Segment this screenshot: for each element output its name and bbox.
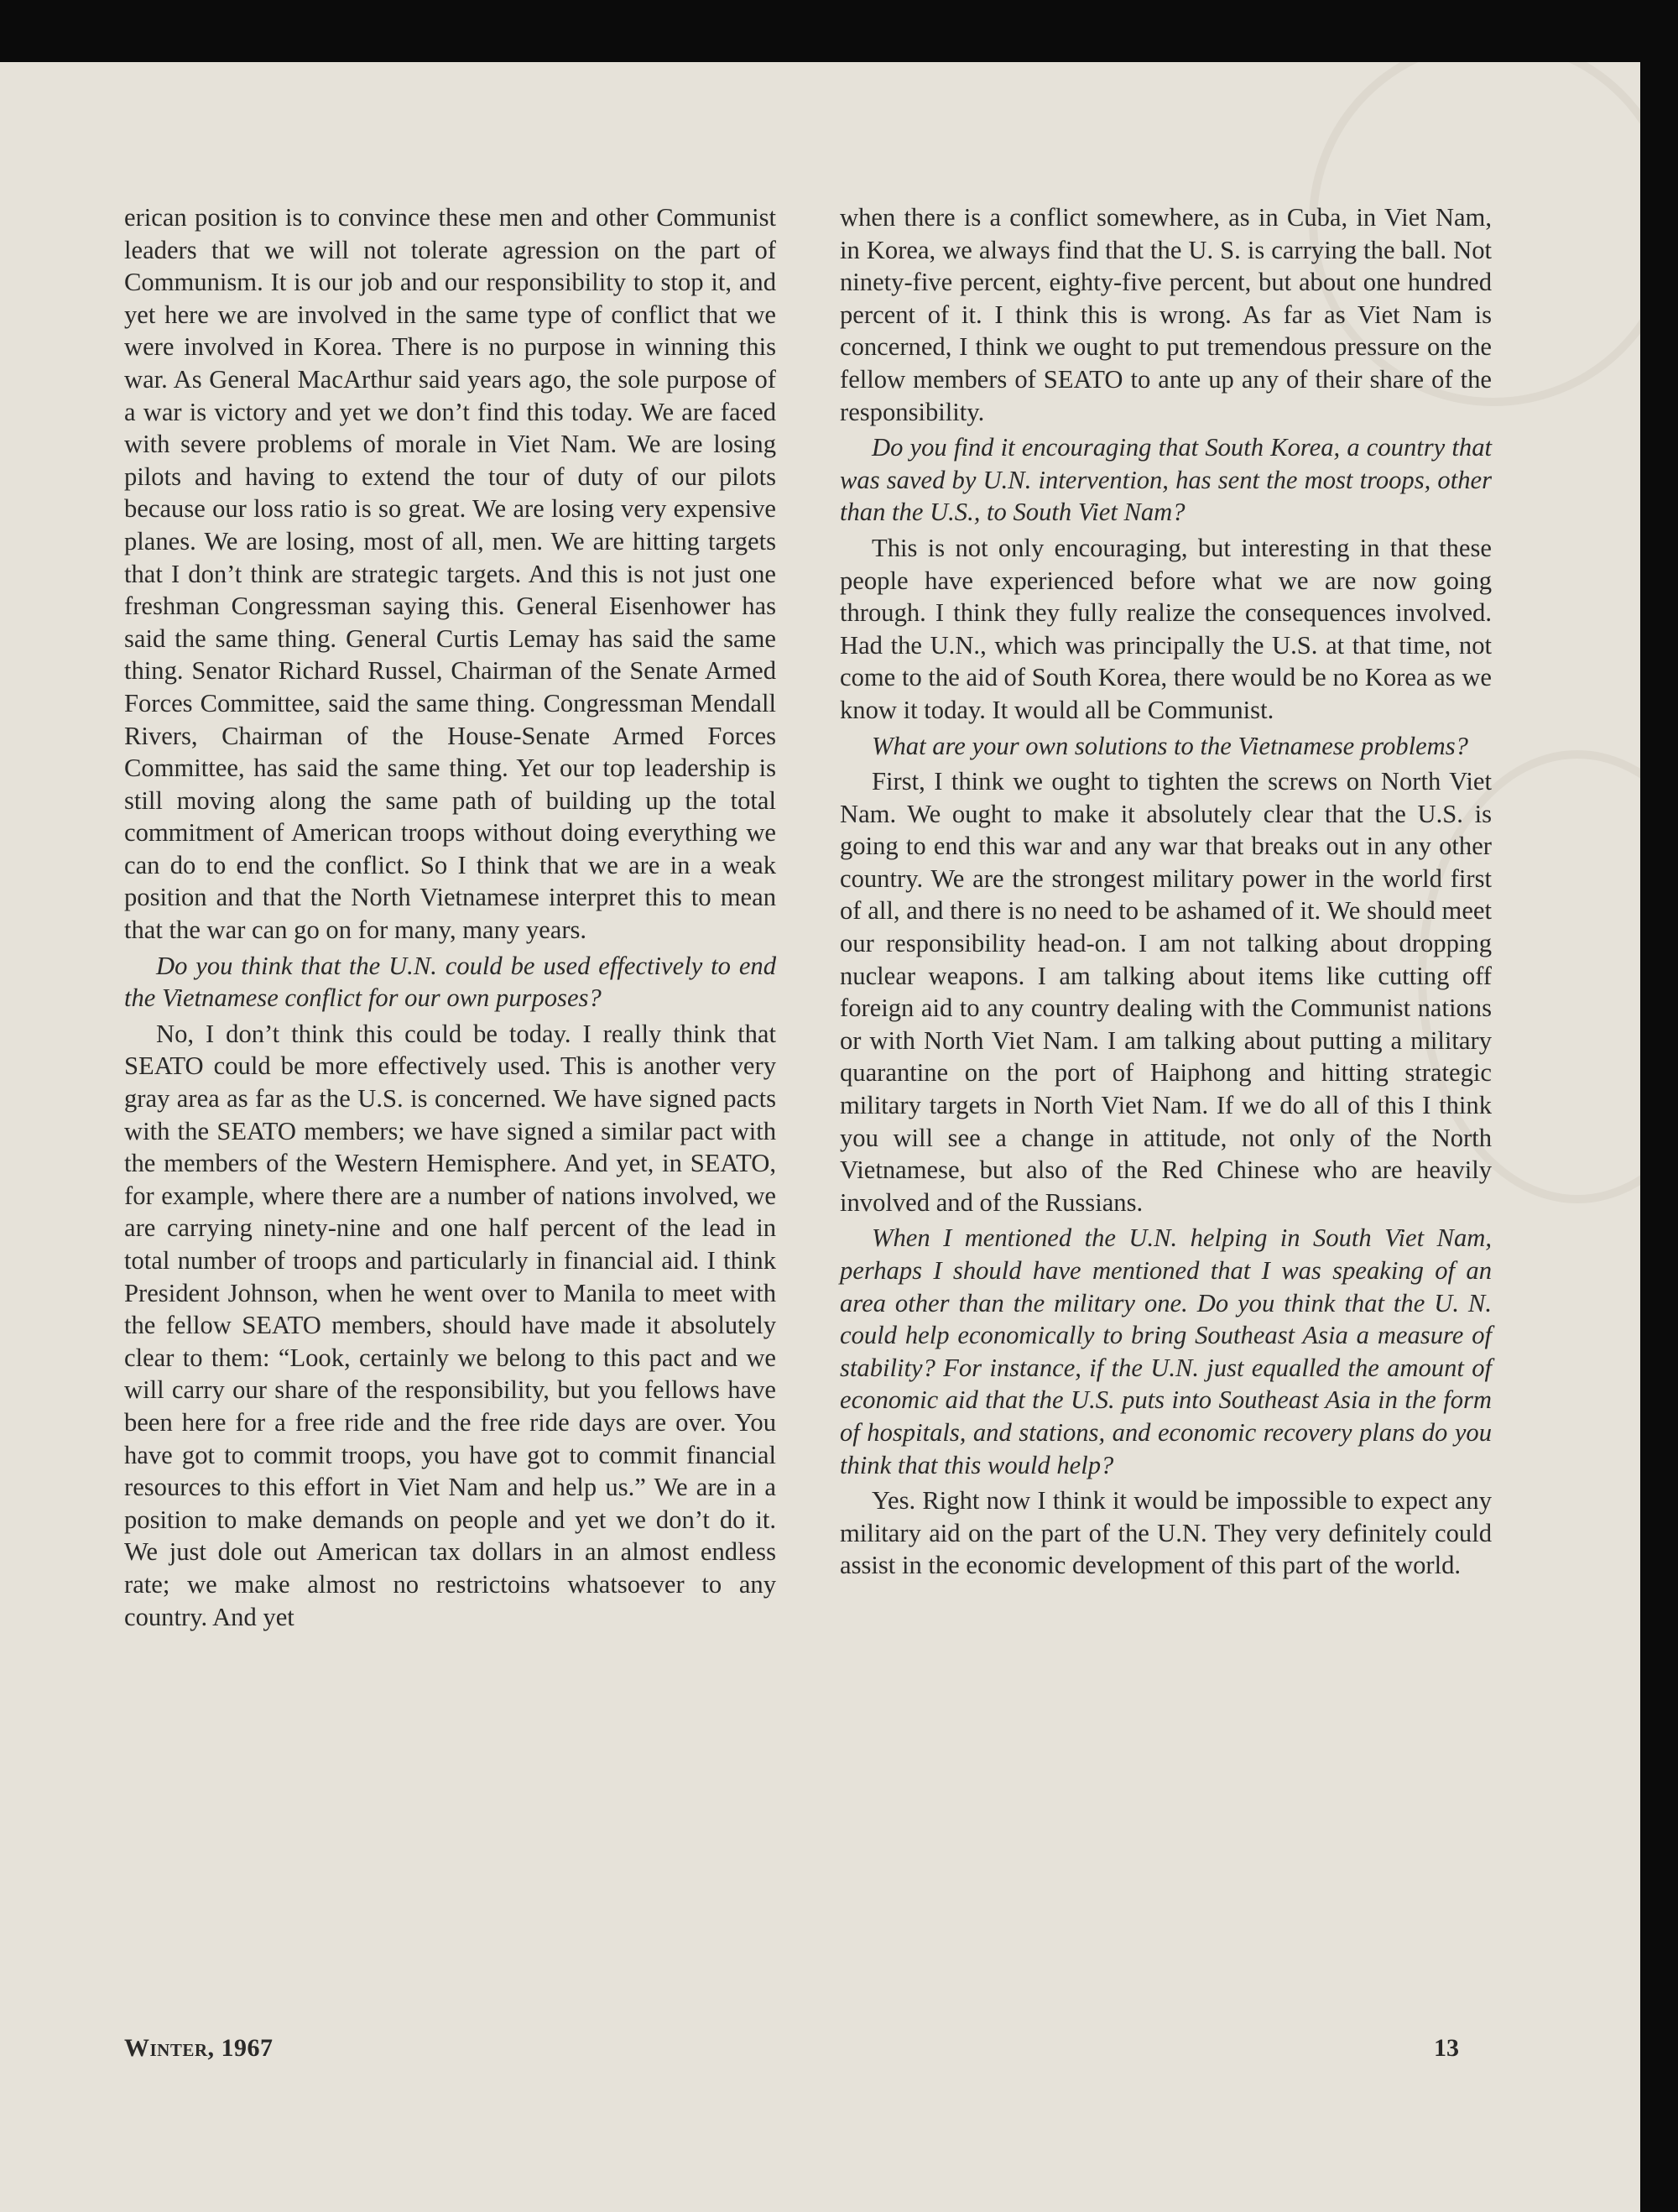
left-column bbox=[124, 201, 776, 1633]
interview-question: Do you think that the U.N. could be used effectively to end the Vietnamese conflict for our own purposes? bbox=[124, 951, 776, 1013]
right-column bbox=[840, 201, 1492, 1582]
interview-answer: No, I don’t think this could be today. I really think that SEATO could be more effectively used. This is another very gray area as far as the U.S. is concerned. We have signed pacts with the SEATO members; we have signed a similar pact with the members of the Western Hemisphere. And yet, in SEATO, for example, where there are a number of nations involved, we are carrying ninety-nine and one half percent of the lead in total number of troops and particularly in financial aid. I think President Johnson, when he went over to Manila to meet with the fellow SEATO members, should have made it absolutely clear to them: “Look, certainly we belong to this pact and we will carry our share of the responsibility, but you fellows have been here for a free ride and the free ride days are over. You have got to commit troops, you have got to commit financial resources to this effort in Viet Nam and help us.” We are in a position to make demands on people and yet we don’t do it. We just dole out American tax dollars in an almost endless rate; we make almost no restrictoins whatsoever to any country. And yet bbox=[124, 1019, 776, 1631]
page-number: 13 bbox=[1434, 2034, 1459, 2062]
interview-question: When I mentioned the U.N. helping in South Viet Nam, perhaps I should have mentioned that I was speaking of an area other than the military one. Do you think that the U. N. could help economically to bring Southeast Asia a measure of stability? For instance, if the U.N. just equalled the amount of economic aid that the U.S. puts into Southeast Asia in the form of hospitals, and stations, and economic recovery plans do you think that this would help? bbox=[840, 1223, 1492, 1479]
magazine-page bbox=[0, 62, 1640, 2212]
interview-answer: This is not only encouraging, but interesting in that these people have experienced before what we are now going through. I think they fully realize the consequences involved. Had the U.N., which was principally the U.S. at that time, not come to the aid of South Korea, there would be no Korea as we know it today. It would all be Communist. bbox=[840, 533, 1492, 724]
interview-answer: First, I think we ought to tighten the screws on North Viet Nam. We ought to make it absolutely clear that the U.S. is going to end this war and any war that breaks out in any other country. We are the strongest military power in the world first of all, and there is no need to be ashamed of it. We should meet our responsibility head-on. I am not talking about dropping nuclear weapons. I am talking about items like cutting off foreign aid to any country dealing with the Communist nations or with North Viet Nam. I am talking about putting a military quarantine on the port of Haiphong and hitting strategic military targets in North Viet Nam. If we do all of this I think you will see a change in attitude, not only of the North Vietnamese, but also of the Red Chinese who are heavily involved and of the Russians. bbox=[840, 767, 1492, 1217]
body-paragraph: when there is a conflict somewhere, as in Cuba, in Viet Nam, in Korea, we always find that the U. S. is carrying the ball. Not ninety-five percent, eighty-five percent, but about one hundred percent of it. I think this is wrong. As far as Viet Nam is concerned, I think we ought to put tremendous pressure on the fellow members of SEATO to ante up any of their share of the responsibility. bbox=[840, 203, 1492, 426]
interview-question: What are your own solutions to the Vietnamese problems? bbox=[872, 731, 1468, 760]
body-paragraph: erican position is to convince these men and other Communist leaders that we will not tolerate agression on the part of Communism. It is our job and our responsibility to stop it, and yet here we are involved in the same type of conflict that we were involved in Korea. There is no purpose in winning this war. As General MacArthur said years ago, the sole purpose of a war is victory and yet we don’t find this today. We are faced with severe problems of morale in Viet Nam. We are losing pilots and having to extend the tour of duty of our pilots because our loss ratio is so great. We are losing very expensive planes. We are losing, most of all, men. We are hitting targets that I don’t think are strategic targets. And this is not just one freshman Congressman saying this. General Eisenhower has said the same thing. General Curtis Lemay has said the same thing. Senator Richard Russel, Chairman of the Senate Armed Forces Committee, said the same thing. Congressman Mendall Rivers, Chairman of the House-Senate Armed Forces Committee, has said the same thing. Yet our top leadership is still moving along the same path of building up the total commitment of American troops without doing everything we can do to end the conflict. So I think that we are in a weak position and that the North Vietnamese interpret this to mean that the war can go on for many, many years. bbox=[124, 203, 776, 945]
issue-date: Winter, 1967 bbox=[124, 2034, 274, 2062]
interview-answer: Yes. Right now I think it would be impossible to expect any military aid on the part of the U.N. They very definitely could assist in the economic development of this part of the world. bbox=[840, 1486, 1492, 1580]
interview-question: Do you find it encouraging that South Korea, a country that was saved by U.N. intervention, has sent the most troops, other than the U.S., to South Viet Nam? bbox=[840, 433, 1492, 527]
